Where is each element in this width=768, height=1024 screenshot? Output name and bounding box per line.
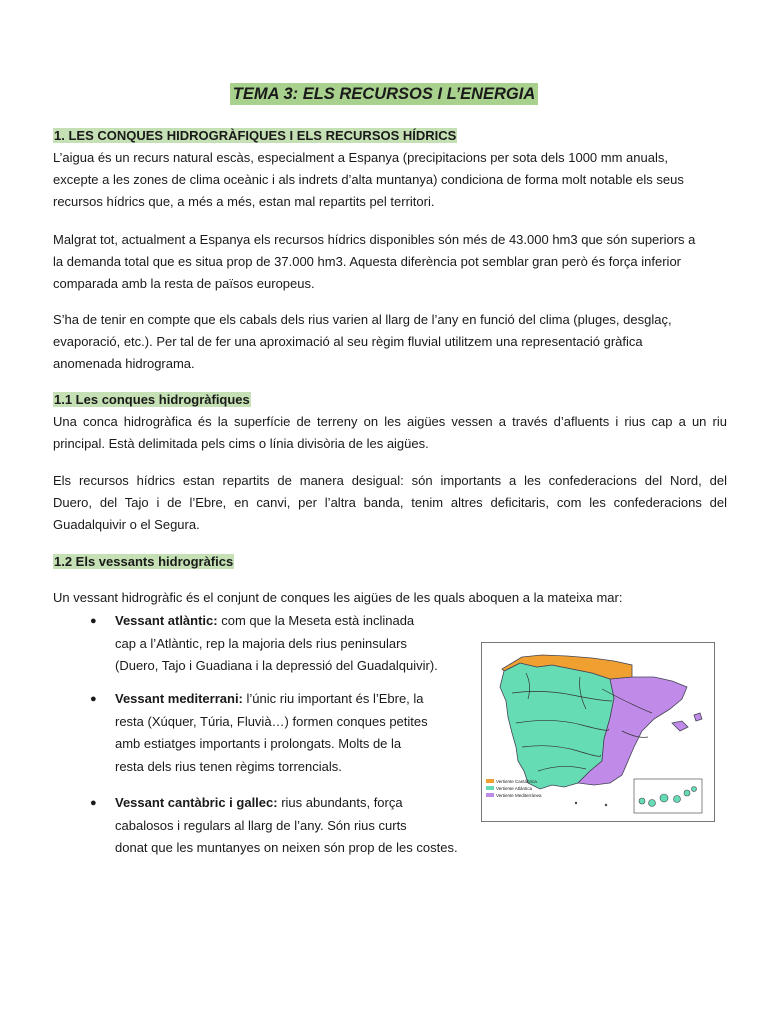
legend-swatch-mediterranea [486,793,494,797]
section-1-heading: 1. LES CONQUES HIDROGRÀFIQUES I ELS RECURSOS HÍDRICS [54,128,457,143]
section-1-1-heading: 1.1 Les conques hidrogràfiques [54,392,250,407]
legend-swatch-cantabrica [486,779,494,783]
title-container [0,83,768,105]
map-legend [486,779,542,798]
section-1-1-paragraph-2: Els recursos hídrics estan repartits de manera desigual: són importants a les confederacions del Nord, del Duero, del Tajo i de l’Ebre, en canvi, per l’altra banda, tenim altres deficitaris, com les confederacions del Guadalquivir o el Segura. [53,473,727,532]
bullet: ● [90,693,97,705]
section-1-1-paragraph-1: Una conca hidrogràfica és la superfície de terreny on les aigües vessen a través d’afluents i rius cap a un riu principal. Està delimitada pels cims o línia divisòria de les aigües. [53,414,727,451]
melilla-marker [605,804,607,806]
legend-label-atlantica: Vertiente Atlántica [496,786,533,791]
legend-label-cantabrica: Vertiente Cantábrica [496,779,537,784]
bullet: ● [90,615,97,627]
legend-swatch-atlantica [486,786,494,790]
section-1-paragraph-1: L’aigua és un recurs natural escàs, especialment a Espanya (precipitacions per sota dels 1000 mm anuals, excepte a les zones de clima oceànic i als indrets d’alta muntanya) condiciona de forma molt notable els seus recursos hídrics que, a més a més, estan mal repartits pel territori. [53,150,684,209]
balearic-islands [672,713,702,731]
list-item-cantabrian: ● Vessant cantàbric i gallec: rius abundants, força cabalosos i regulars al llarg de l’any. Són rius curts donat que les muntanyes on neixen són prop de les costes. [115,792,458,860]
page-title: TEMA 3: ELS RECURSOS I L’ENERGIA [230,83,539,105]
section-1-paragraph-2: Malgrat tot, actualment a Espanya els recursos hídrics disponibles són més de 43.000 hm3 que són superiors a la demanda total que es situa prop de 37.000 hm3. Aquesta diferència pot semblar gran però és força inferior comparada amb la resta de països europeus. [53,232,696,291]
spain-watershed-map [482,643,714,821]
section-1-paragraph-3: S’ha de tenir en compte que els cabals dels rius varien al llarg de l’any en funció del clima (pluges, desglaç, evaporació, etc.). Per tal de fer una aproximació al seu règim fluvial utilitzem una representació gràfica anomenada hidrograma. [53,312,672,371]
list-item-atlantic: ● Vessant atlàntic: com que la Meseta està inclinada cap a l’Atlàntic, rep la majoria dels rius peninsulars (Duero, Tajo i Guadiana i la depressió del Guadalquivir). [115,610,438,678]
list-item-mediterranean: ● Vessant mediterrani: l’únic riu important és l’Ebre, la resta (Xúquer, Túria, Fluvià…) formen conques petites amb estiatges importants i prolongats. Molts de la resta dels rius tenen règims torrencials. [115,688,428,778]
section-1-2-intro: Un vessant hidrogràfic és el conjunt de conques les aigües de les quals aboquen a la mateixa mar: [53,590,623,605]
canary-islands [639,787,697,807]
canary-islands-inset [634,779,702,813]
ceuta-marker [575,802,577,804]
section-1-2-heading: 1.2 Els vessants hidrogràfics [54,554,234,569]
bullet: ● [90,797,97,809]
watershed-map-figure [481,642,715,822]
legend-label-mediterranea: Vertiente Mediterránea [496,793,542,798]
